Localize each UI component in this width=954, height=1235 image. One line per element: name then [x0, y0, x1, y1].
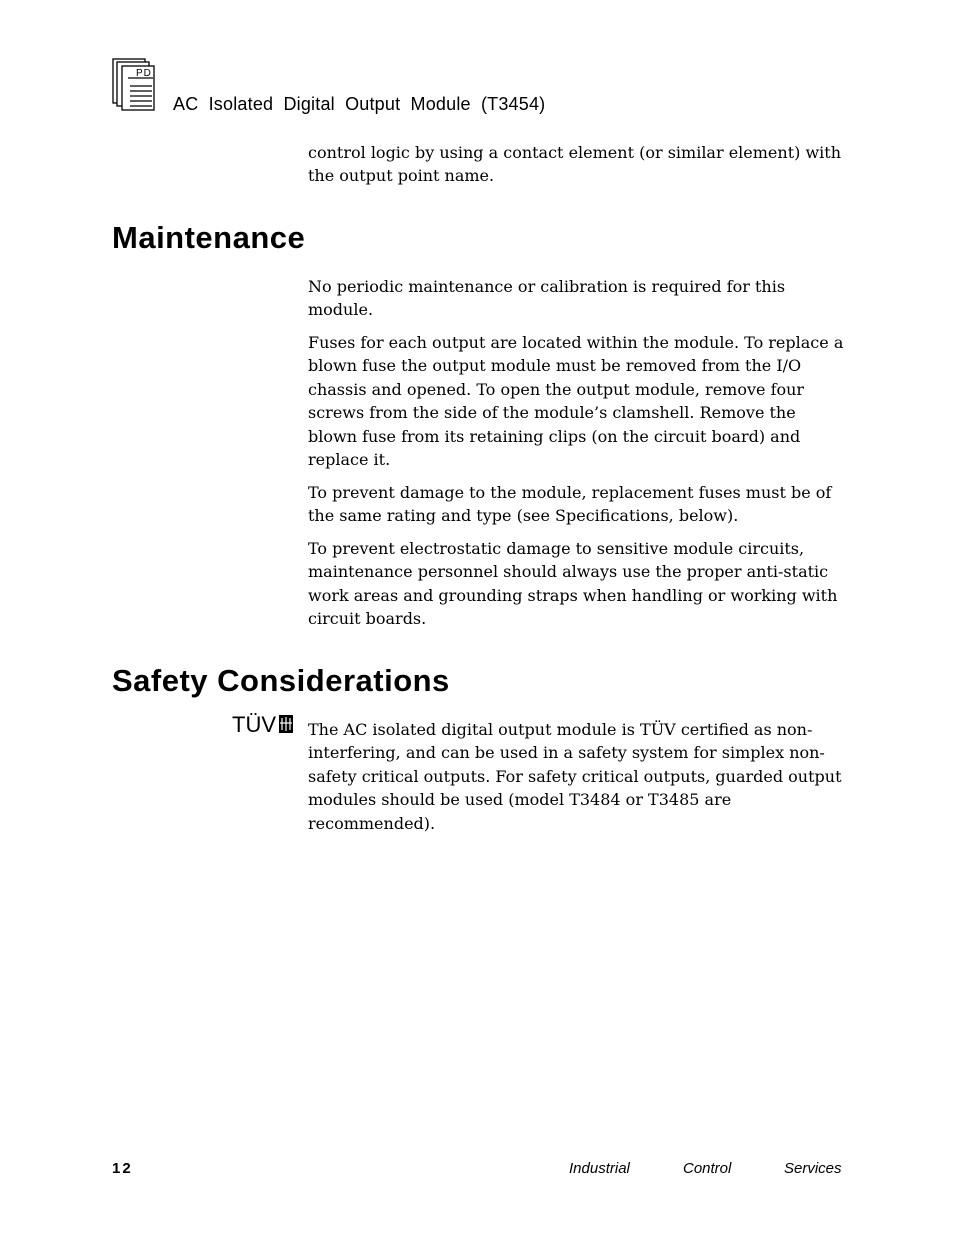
safety-heading: Safety Considerations — [112, 663, 450, 698]
pd-document-stack-icon — [112, 58, 156, 112]
maintenance-paragraph-1: No periodic maintenance or calibration is required for this module. — [308, 277, 786, 320]
maintenance-heading: Maintenance — [112, 220, 306, 255]
maintenance-paragraph-4: To prevent electrostatic damage to sensitive module circuits, maintenance personnel should always use the proper anti-static work areas and grounding straps when handling or working with circuit boards. — [308, 539, 838, 629]
page-header-title: AC Isolated Digital Output Module (T3454) — [173, 94, 546, 114]
footer-company-word-3: Services — [784, 1160, 842, 1177]
page-number: 12 — [112, 1160, 133, 1177]
footer-company-word-2: Control — [683, 1160, 732, 1177]
tuv-certification-icon — [232, 712, 296, 736]
footer-company-word-1: Industrial — [569, 1160, 630, 1177]
intro-paragraph: control logic by using a contact element (or similar element) with the output point name. — [308, 143, 842, 186]
safety-paragraph: The AC isolated digital output module is TÜV certified as non-interfering, and can be used in a safety system for simplex non-safety critical outputs. For safety critical outputs, guarded output modules should be used (model T3484 or T3485 are recommended). — [308, 720, 842, 833]
maintenance-paragraph-2: Fuses for each output are located within the module. To replace a blown fuse the output module must be removed from the I/O chassis and opened. To open the output module, remove four screws from the side of the module’s clamshell. Remove the blown fuse from its retaining clips (on the circuit board) and replace it. — [308, 333, 844, 470]
tuv-text: TÜV — [232, 712, 276, 736]
logo-text: PD — [136, 68, 152, 79]
maintenance-paragraph-3: To prevent damage to the module, replacement fuses must be of the same rating and type (see Specifications, below). — [308, 483, 832, 526]
